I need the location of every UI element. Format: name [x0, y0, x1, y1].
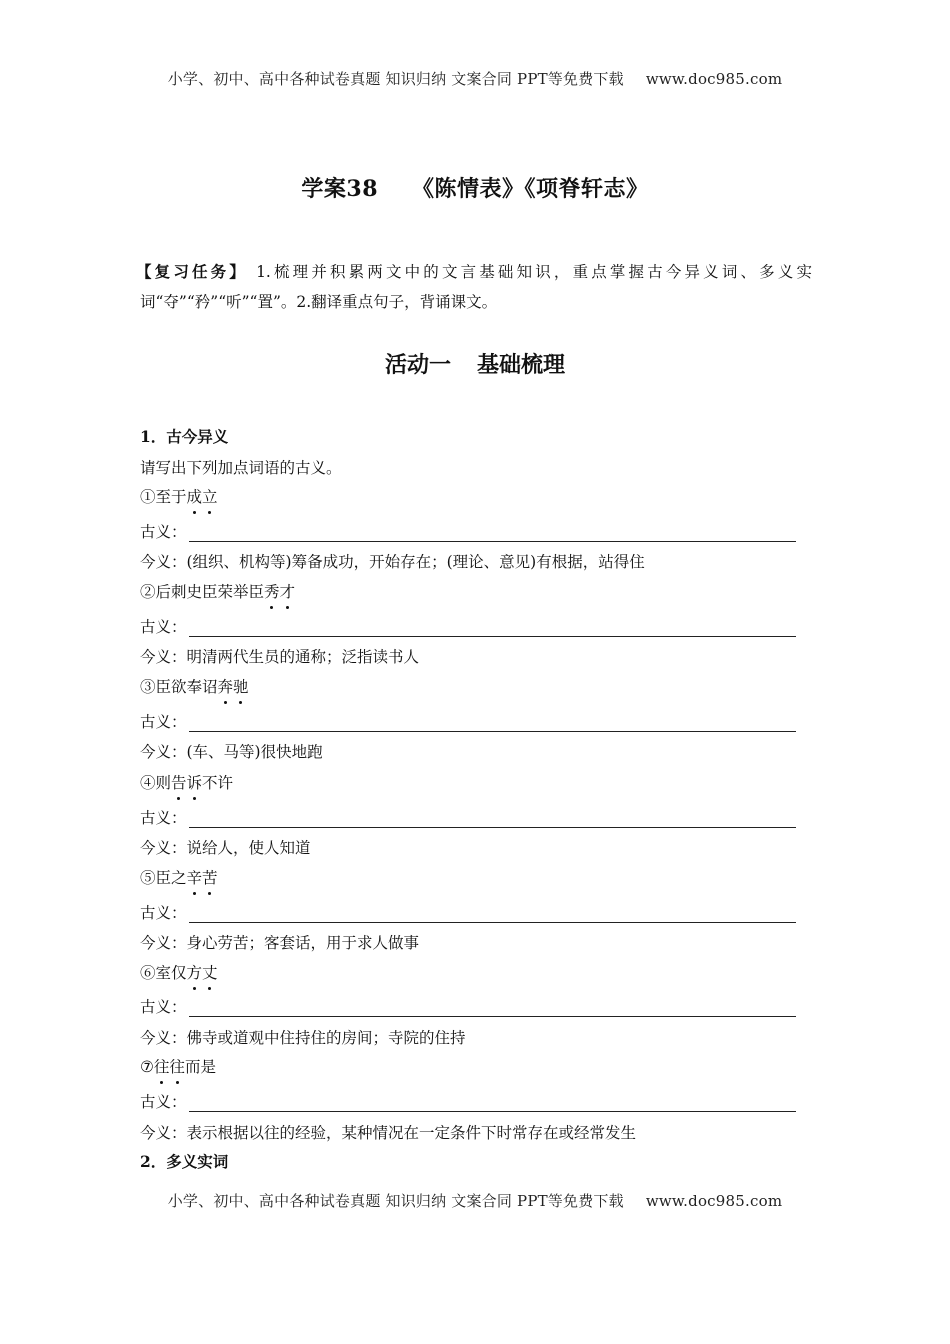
- page-footer: [0, 1190, 950, 1211]
- answer-blank[interactable]: [189, 523, 796, 542]
- ancient-label: 古义：: [140, 1093, 187, 1111]
- modern-meaning: 今义：说给人，使人知道: [140, 839, 311, 857]
- answer-blank[interactable]: [189, 618, 796, 637]
- ancient-label: 古义：: [140, 809, 187, 827]
- question-item: ⑥室仅方丈: [140, 961, 218, 983]
- emphasized-char: 成: [187, 485, 203, 507]
- emphasized-char: 苦: [202, 866, 218, 888]
- activity-number: 活动一: [384, 352, 451, 378]
- answer-blank[interactable]: [189, 904, 796, 923]
- answer-blank[interactable]: [189, 713, 796, 732]
- ancient-meaning-row: [140, 995, 796, 1017]
- question-item: ⑤臣之辛苦: [140, 866, 218, 888]
- page-title: [0, 172, 950, 203]
- review-task: [136, 257, 812, 317]
- emphasized-char: 往: [169, 1055, 185, 1077]
- question-item: ⑦往往而是: [140, 1055, 216, 1077]
- ancient-meaning-row: [140, 901, 796, 923]
- emphasized-char: 告: [171, 771, 187, 793]
- modern-meaning: 今义：明清两代生员的通称；泛指读书人: [140, 648, 420, 666]
- ancient-meaning-row: [140, 520, 796, 542]
- title-number: 学案38: [301, 176, 379, 202]
- footer-site[interactable]: www.doc985.com: [645, 1192, 783, 1210]
- answer-blank[interactable]: [189, 1093, 796, 1112]
- emphasized-char: 秀: [264, 580, 280, 602]
- modern-meaning: 今义：表示根据以往的经验，某种情况在一定条件下时常存在或经常发生: [140, 1124, 637, 1142]
- ancient-label: 古义：: [140, 713, 187, 731]
- footer-text: 小学、初中、高中各种试卷真题 知识归纳 文案合同 PPT等免费下载: [167, 1192, 624, 1210]
- emphasized-char: 丈: [202, 961, 218, 983]
- answer-blank[interactable]: [189, 809, 796, 828]
- activity-title: 基础梳理: [477, 352, 566, 378]
- modern-meaning: 今义：身心劳苦；客套话，用于求人做事: [140, 934, 420, 952]
- modern-meaning: 今义：(组织、机构等)筹备成功，开始存在；(理论、意见)有根据，站得住: [140, 553, 645, 571]
- ancient-meaning-row: [140, 615, 796, 637]
- ancient-label: 古义：: [140, 904, 187, 922]
- emphasized-char: 方: [187, 961, 203, 983]
- ancient-label: 古义：: [140, 523, 187, 541]
- review-task-text: 1.梳理并积累两文中的文言基础知识，重点掌握古今异义词、多义实词“夺”“矜”“听”“置”。2.翻译重点句子，背诵课文。: [140, 263, 812, 311]
- ancient-label: 古义：: [140, 998, 187, 1016]
- section2-heading: 2．多义实词: [140, 1152, 229, 1171]
- emphasized-char: 诉: [187, 771, 203, 793]
- answer-blank[interactable]: [189, 998, 796, 1017]
- title-works: 《陈情表》《项脊轩志》: [412, 176, 649, 202]
- ancient-meaning-row: [140, 1090, 796, 1112]
- question-item: ④则告诉不许: [140, 771, 233, 793]
- section1-heading: 1．古今异义: [140, 427, 229, 446]
- ancient-label: 古义：: [140, 618, 187, 636]
- emphasized-char: 才: [280, 580, 296, 602]
- section1-instruction: 请写出下列加点词语的古义。: [140, 459, 342, 477]
- question-item: ①至于成立: [140, 485, 218, 507]
- emphasized-char: 辛: [187, 866, 203, 888]
- header-text: 小学、初中、高中各种试卷真题 知识归纳 文案合同 PPT等免费下载: [167, 70, 624, 88]
- question-item: ③臣欲奉诏奔驰: [140, 675, 249, 697]
- emphasized-char: 驰: [233, 675, 249, 697]
- activity-heading: [0, 348, 950, 379]
- page-header: [0, 68, 950, 89]
- ancient-meaning-row: [140, 806, 796, 828]
- question-item: ②后刺史臣荣举臣秀才: [140, 580, 295, 602]
- review-task-label: 【复习任务】: [136, 262, 248, 281]
- header-site[interactable]: www.doc985.com: [645, 70, 783, 88]
- emphasized-char: 立: [202, 485, 218, 507]
- modern-meaning: 今义：(车、马等)很快地跑: [140, 743, 323, 761]
- emphasized-char: 往: [154, 1055, 170, 1077]
- emphasized-char: 奔: [218, 675, 234, 697]
- ancient-meaning-row: [140, 710, 796, 732]
- modern-meaning: 今义：佛寺或道观中住持住的房间；寺院的住持: [140, 1029, 466, 1047]
